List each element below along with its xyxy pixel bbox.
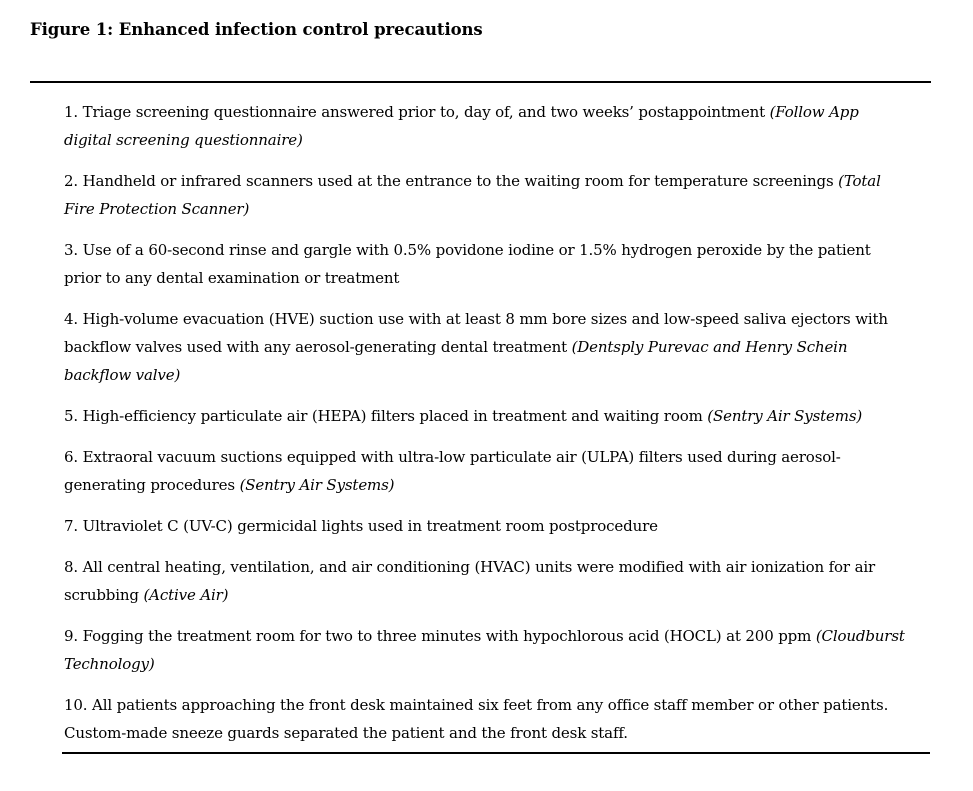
item-note: (Dentsply Purevac and Henry Schein backflow valve) (64, 338, 848, 384)
item-text: 4. High-volume evacuation (HVE) suction use with at least 8 mm bore sizes and low-speed saliva ejectors with backflow valves used with any aerosol-generating dental treatment (64, 310, 888, 356)
item-text: 6. Extraoral vacuum suctions equipped with ultra-low particulate air (ULPA) filters used during aerosol-generating procedures (64, 448, 841, 494)
figure-title: Figure 1: Enhanced infection control precautions (30, 20, 483, 39)
list-item (64, 98, 910, 154)
list-item (64, 512, 910, 540)
item-note: (Total Fire Protection Scanner) (64, 172, 881, 218)
item-note: (Sentry Air Systems) (707, 407, 863, 425)
list-item (64, 691, 910, 747)
item-text: 5. High-efficiency particulate air (HEPA) filters placed in treatment and waiting room (64, 407, 703, 425)
list-item (64, 402, 910, 430)
list-item (64, 167, 910, 223)
bottom-rule (62, 752, 930, 754)
item-text: 7. Ultraviolet C (UV-C) germicidal lights used in treatment room postprocedure (64, 517, 658, 535)
precautions-list (64, 98, 910, 760)
item-note: (Active Air) (143, 586, 229, 604)
list-item (64, 305, 910, 389)
item-text: 3. Use of a 60-second rinse and gargle with 0.5% povidone iodine or 1.5% hydrogen peroxide by the patient prior to any dental examination or treatment (64, 241, 871, 287)
item-note: (Follow App digital screening questionnaire) (64, 103, 859, 149)
item-text: 8. All central heating, ventilation, and air conditioning (HVAC) units were modified with air ionization for air scrubbing (64, 558, 876, 604)
item-text: 2. Handheld or infrared scanners used at the entrance to the waiting room for temperature screenings (64, 172, 834, 190)
item-note: (Sentry Air Systems) (239, 476, 395, 494)
list-item (64, 553, 910, 609)
list-item (64, 622, 910, 678)
item-text: 10. All patients approaching the front desk maintained six feet from any office staff member or other patients. Custom-made sneeze guards separated the patient and the front desk staff. (64, 696, 889, 742)
item-note: (Cloudburst Technology) (64, 627, 905, 673)
item-text: 9. Fogging the treatment room for two to three minutes with hypochlorous acid (HOCL) at 200 ppm (64, 627, 812, 645)
list-item (64, 236, 910, 292)
top-rule (30, 81, 931, 83)
item-text: 1. Triage screening questionnaire answered prior to, day of, and two weeks’ postappointment (64, 103, 765, 121)
list-item (64, 443, 910, 499)
